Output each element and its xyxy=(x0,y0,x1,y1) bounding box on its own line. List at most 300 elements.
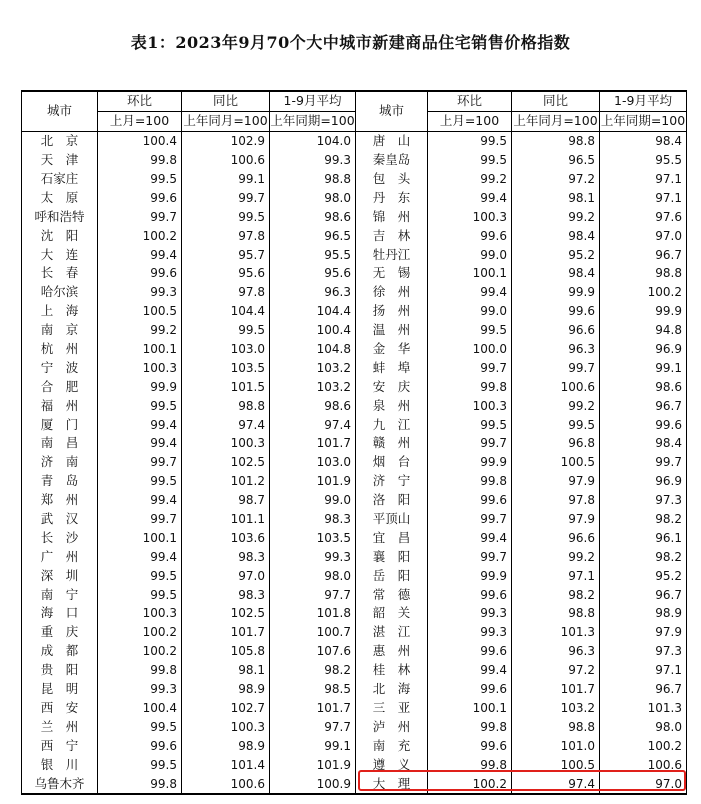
city-name-left: 武 汉 xyxy=(22,510,98,529)
city-name-left: 贵 阳 xyxy=(22,661,98,680)
mom-value-left: 99.5 xyxy=(98,472,182,491)
ytd-value-left: 103.2 xyxy=(270,358,356,377)
yoy-value-right: 96.6 xyxy=(512,321,600,340)
header-mom-base-left: 上月=100 xyxy=(98,111,182,131)
table-body xyxy=(22,131,687,794)
table-row xyxy=(22,510,687,529)
mom-value-left: 99.8 xyxy=(98,661,182,680)
table-row xyxy=(22,377,687,396)
header-yoy-base-left: 上年同月=100 xyxy=(182,111,270,131)
yoy-value-left: 98.8 xyxy=(182,396,270,415)
yoy-value-right: 101.7 xyxy=(512,680,600,699)
ytd-value-left: 103.2 xyxy=(270,377,356,396)
city-name-right: 大 理 xyxy=(356,774,428,794)
table-row xyxy=(22,699,687,718)
yoy-value-left: 102.5 xyxy=(182,604,270,623)
ytd-value-right: 97.6 xyxy=(600,207,687,226)
yoy-value-left: 101.4 xyxy=(182,755,270,774)
yoy-value-right: 96.6 xyxy=(512,528,600,547)
header-mom-base-right: 上月=100 xyxy=(428,111,512,131)
yoy-value-left: 101.5 xyxy=(182,377,270,396)
table-row xyxy=(22,547,687,566)
table-row xyxy=(22,717,687,736)
yoy-value-left: 98.1 xyxy=(182,661,270,680)
yoy-value-left: 98.3 xyxy=(182,547,270,566)
ytd-value-right: 97.1 xyxy=(600,170,687,189)
mom-value-right: 100.0 xyxy=(428,340,512,359)
city-name-right: 泉 州 xyxy=(356,396,428,415)
city-name-left: 合 肥 xyxy=(22,377,98,396)
yoy-value-right: 97.9 xyxy=(512,510,600,529)
mom-value-right: 99.9 xyxy=(428,566,512,585)
yoy-value-left: 99.5 xyxy=(182,207,270,226)
table-row xyxy=(22,736,687,755)
table-row xyxy=(22,472,687,491)
mom-value-right: 99.6 xyxy=(428,642,512,661)
yoy-value-right: 99.2 xyxy=(512,207,600,226)
table-row xyxy=(22,680,687,699)
ytd-value-right: 100.6 xyxy=(600,755,687,774)
ytd-value-right: 98.6 xyxy=(600,377,687,396)
table-row xyxy=(22,396,687,415)
table-row xyxy=(22,302,687,321)
ytd-value-right: 97.0 xyxy=(600,774,687,794)
header-ytd-base-right: 上年同期=100 xyxy=(600,111,687,131)
yoy-value-left: 103.6 xyxy=(182,528,270,547)
yoy-value-right: 100.5 xyxy=(512,453,600,472)
yoy-value-right: 98.8 xyxy=(512,604,600,623)
header-yoy-left: 同比 xyxy=(182,91,270,111)
mom-value-left: 99.7 xyxy=(98,453,182,472)
yoy-value-right: 96.3 xyxy=(512,642,600,661)
header-city-right: 城市 xyxy=(356,91,428,131)
city-name-right: 安 庆 xyxy=(356,377,428,396)
yoy-value-left: 99.1 xyxy=(182,170,270,189)
yoy-value-left: 95.7 xyxy=(182,245,270,264)
ytd-value-right: 95.2 xyxy=(600,566,687,585)
yoy-value-right: 97.9 xyxy=(512,472,600,491)
mom-value-left: 100.1 xyxy=(98,528,182,547)
mom-value-right: 99.5 xyxy=(428,151,512,170)
table-title: 表1：2023年9月70个大中城市新建商品住宅销售价格指数 xyxy=(130,33,571,52)
mom-value-right: 99.7 xyxy=(428,510,512,529)
city-name-right: 南 充 xyxy=(356,736,428,755)
mom-value-right: 99.6 xyxy=(428,736,512,755)
ytd-value-left: 103.0 xyxy=(270,453,356,472)
mom-value-left: 99.5 xyxy=(98,170,182,189)
city-name-right: 蚌 埠 xyxy=(356,358,428,377)
ytd-value-right: 99.9 xyxy=(600,302,687,321)
city-name-right: 温 州 xyxy=(356,321,428,340)
mom-value-right: 99.7 xyxy=(428,434,512,453)
ytd-value-left: 101.9 xyxy=(270,472,356,491)
city-name-left: 北 京 xyxy=(22,131,98,150)
yoy-value-right: 103.2 xyxy=(512,699,600,718)
table-row xyxy=(22,585,687,604)
yoy-value-right: 97.8 xyxy=(512,491,600,510)
city-name-right: 济 宁 xyxy=(356,472,428,491)
mom-value-right: 99.6 xyxy=(428,226,512,245)
mom-value-right: 100.3 xyxy=(428,207,512,226)
city-name-left: 长 春 xyxy=(22,264,98,283)
yoy-value-left: 101.1 xyxy=(182,510,270,529)
mom-value-left: 99.2 xyxy=(98,321,182,340)
ytd-value-left: 99.1 xyxy=(270,736,356,755)
mom-value-right: 99.4 xyxy=(428,188,512,207)
city-name-left: 南 京 xyxy=(22,321,98,340)
ytd-value-left: 98.0 xyxy=(270,188,356,207)
ytd-value-left: 97.7 xyxy=(270,717,356,736)
mom-value-left: 100.3 xyxy=(98,358,182,377)
city-name-left: 西 宁 xyxy=(22,736,98,755)
ytd-value-left: 99.3 xyxy=(270,151,356,170)
mom-value-left: 100.2 xyxy=(98,623,182,642)
yoy-value-left: 100.6 xyxy=(182,774,270,794)
city-name-left: 南 昌 xyxy=(22,434,98,453)
ytd-value-right: 96.7 xyxy=(600,245,687,264)
ytd-value-left: 104.0 xyxy=(270,131,356,150)
header-ytd-left: 1-9月平均 xyxy=(270,91,356,111)
ytd-value-left: 95.5 xyxy=(270,245,356,264)
table-row xyxy=(22,566,687,585)
mom-value-right: 99.7 xyxy=(428,547,512,566)
mom-value-right: 99.5 xyxy=(428,321,512,340)
ytd-value-right: 97.1 xyxy=(600,188,687,207)
ytd-value-left: 107.6 xyxy=(270,642,356,661)
table-row xyxy=(22,151,687,170)
table-row xyxy=(22,226,687,245)
city-name-right: 韶 关 xyxy=(356,604,428,623)
table-row xyxy=(22,170,687,189)
city-name-right: 烟 台 xyxy=(356,453,428,472)
city-name-right: 九 江 xyxy=(356,415,428,434)
header-yoy-base-right: 上年同月=100 xyxy=(512,111,600,131)
ytd-value-left: 96.5 xyxy=(270,226,356,245)
city-name-left: 太 原 xyxy=(22,188,98,207)
mom-value-left: 100.2 xyxy=(98,642,182,661)
ytd-value-left: 98.6 xyxy=(270,396,356,415)
mom-value-right: 99.2 xyxy=(428,170,512,189)
city-name-right: 洛 阳 xyxy=(356,491,428,510)
mom-value-left: 99.3 xyxy=(98,283,182,302)
mom-value-left: 99.5 xyxy=(98,717,182,736)
yoy-value-right: 98.4 xyxy=(512,226,600,245)
table-row xyxy=(22,188,687,207)
city-name-right: 扬 州 xyxy=(356,302,428,321)
ytd-value-left: 100.9 xyxy=(270,774,356,794)
mom-value-left: 99.6 xyxy=(98,736,182,755)
table-row xyxy=(22,340,687,359)
mom-value-left: 99.6 xyxy=(98,264,182,283)
yoy-value-right: 97.4 xyxy=(512,774,600,794)
header-city-left: 城市 xyxy=(22,91,98,131)
yoy-value-left: 102.7 xyxy=(182,699,270,718)
ytd-value-right: 98.8 xyxy=(600,264,687,283)
yoy-value-right: 99.2 xyxy=(512,396,600,415)
yoy-value-right: 98.1 xyxy=(512,188,600,207)
city-name-left: 郑 州 xyxy=(22,491,98,510)
ytd-value-right: 94.8 xyxy=(600,321,687,340)
ytd-value-right: 101.3 xyxy=(600,699,687,718)
header-yoy-right: 同比 xyxy=(512,91,600,111)
yoy-value-right: 95.2 xyxy=(512,245,600,264)
mom-value-right: 100.1 xyxy=(428,264,512,283)
ytd-value-right: 99.6 xyxy=(600,415,687,434)
ytd-value-right: 97.3 xyxy=(600,642,687,661)
yoy-value-right: 97.1 xyxy=(512,566,600,585)
mom-value-right: 100.2 xyxy=(428,774,512,794)
yoy-value-right: 98.8 xyxy=(512,717,600,736)
table-row xyxy=(22,661,687,680)
mom-value-right: 99.8 xyxy=(428,755,512,774)
city-name-right: 平顶山 xyxy=(356,510,428,529)
table-row xyxy=(22,207,687,226)
mom-value-left: 100.4 xyxy=(98,699,182,718)
table-row xyxy=(22,434,687,453)
city-name-right: 宜 昌 xyxy=(356,528,428,547)
price-index-table xyxy=(21,90,687,795)
header-ytd-right: 1-9月平均 xyxy=(600,91,687,111)
yoy-value-right: 99.9 xyxy=(512,283,600,302)
ytd-value-left: 101.7 xyxy=(270,699,356,718)
city-name-left: 成 都 xyxy=(22,642,98,661)
mom-value-right: 99.5 xyxy=(428,415,512,434)
ytd-value-left: 101.9 xyxy=(270,755,356,774)
mom-value-right: 99.4 xyxy=(428,661,512,680)
city-name-left: 深 圳 xyxy=(22,566,98,585)
city-name-left: 长 沙 xyxy=(22,528,98,547)
mom-value-left: 99.8 xyxy=(98,774,182,794)
ytd-value-left: 104.8 xyxy=(270,340,356,359)
city-name-left: 天 津 xyxy=(22,151,98,170)
yoy-value-left: 99.5 xyxy=(182,321,270,340)
table-row xyxy=(22,283,687,302)
ytd-value-left: 100.4 xyxy=(270,321,356,340)
city-name-left: 兰 州 xyxy=(22,717,98,736)
ytd-value-right: 98.2 xyxy=(600,547,687,566)
yoy-value-left: 100.3 xyxy=(182,434,270,453)
ytd-value-right: 98.4 xyxy=(600,434,687,453)
ytd-value-left: 98.5 xyxy=(270,680,356,699)
table-row xyxy=(22,245,687,264)
city-name-right: 北 海 xyxy=(356,680,428,699)
mom-value-left: 99.4 xyxy=(98,491,182,510)
yoy-value-right: 99.6 xyxy=(512,302,600,321)
city-name-left: 昆 明 xyxy=(22,680,98,699)
mom-value-right: 99.3 xyxy=(428,623,512,642)
city-name-right: 唐 山 xyxy=(356,131,428,150)
mom-value-left: 100.5 xyxy=(98,302,182,321)
yoy-value-left: 98.3 xyxy=(182,585,270,604)
yoy-value-right: 99.7 xyxy=(512,358,600,377)
ytd-value-right: 96.7 xyxy=(600,680,687,699)
yoy-value-right: 98.8 xyxy=(512,131,600,150)
city-name-right: 三 亚 xyxy=(356,699,428,718)
mom-value-right: 99.4 xyxy=(428,283,512,302)
city-name-right: 岳 阳 xyxy=(356,566,428,585)
city-name-left: 福 州 xyxy=(22,396,98,415)
ytd-value-left: 97.7 xyxy=(270,585,356,604)
ytd-value-left: 98.3 xyxy=(270,510,356,529)
city-name-left: 呼和浩特 xyxy=(22,207,98,226)
city-name-right: 湛 江 xyxy=(356,623,428,642)
table-row xyxy=(22,604,687,623)
yoy-value-left: 103.5 xyxy=(182,358,270,377)
yoy-value-right: 100.6 xyxy=(512,377,600,396)
city-name-left: 广 州 xyxy=(22,547,98,566)
ytd-value-left: 96.3 xyxy=(270,283,356,302)
header-ytd-base-left: 上年同期=100 xyxy=(270,111,356,131)
mom-value-right: 99.6 xyxy=(428,680,512,699)
ytd-value-right: 98.2 xyxy=(600,510,687,529)
yoy-value-right: 100.5 xyxy=(512,755,600,774)
city-name-left: 南 宁 xyxy=(22,585,98,604)
city-name-left: 济 南 xyxy=(22,453,98,472)
table-row xyxy=(22,491,687,510)
ytd-value-left: 99.0 xyxy=(270,491,356,510)
mom-value-right: 99.8 xyxy=(428,377,512,396)
yoy-value-right: 98.2 xyxy=(512,585,600,604)
yoy-value-right: 96.8 xyxy=(512,434,600,453)
mom-value-left: 100.2 xyxy=(98,226,182,245)
yoy-value-left: 98.7 xyxy=(182,491,270,510)
mom-value-right: 99.8 xyxy=(428,472,512,491)
city-name-right: 惠 州 xyxy=(356,642,428,661)
ytd-value-left: 98.0 xyxy=(270,566,356,585)
city-name-left: 西 安 xyxy=(22,699,98,718)
ytd-value-right: 96.9 xyxy=(600,340,687,359)
yoy-value-left: 99.7 xyxy=(182,188,270,207)
ytd-value-right: 98.0 xyxy=(600,717,687,736)
city-name-right: 吉 林 xyxy=(356,226,428,245)
table-row xyxy=(22,755,687,774)
city-name-right: 泸 州 xyxy=(356,717,428,736)
table-row xyxy=(22,358,687,377)
yoy-value-left: 100.3 xyxy=(182,717,270,736)
ytd-value-right: 96.7 xyxy=(600,396,687,415)
table-row xyxy=(22,528,687,547)
yoy-value-right: 101.3 xyxy=(512,623,600,642)
table-row xyxy=(22,623,687,642)
mom-value-left: 99.5 xyxy=(98,755,182,774)
city-name-left: 上 海 xyxy=(22,302,98,321)
ytd-value-left: 98.2 xyxy=(270,661,356,680)
ytd-value-right: 95.5 xyxy=(600,151,687,170)
yoy-value-left: 102.9 xyxy=(182,131,270,150)
mom-value-right: 99.7 xyxy=(428,358,512,377)
city-name-right: 秦皇岛 xyxy=(356,151,428,170)
city-name-left: 重 庆 xyxy=(22,623,98,642)
table-row xyxy=(22,453,687,472)
yoy-value-left: 103.0 xyxy=(182,340,270,359)
city-name-right: 牡丹江 xyxy=(356,245,428,264)
ytd-value-left: 104.4 xyxy=(270,302,356,321)
table-row xyxy=(22,131,687,150)
city-name-right: 桂 林 xyxy=(356,661,428,680)
city-name-right: 常 德 xyxy=(356,585,428,604)
ytd-value-left: 100.7 xyxy=(270,623,356,642)
table-row xyxy=(22,415,687,434)
yoy-value-right: 96.5 xyxy=(512,151,600,170)
ytd-value-right: 99.7 xyxy=(600,453,687,472)
city-name-right: 襄 阳 xyxy=(356,547,428,566)
city-name-right: 遵 义 xyxy=(356,755,428,774)
city-name-right: 包 头 xyxy=(356,170,428,189)
ytd-value-right: 99.1 xyxy=(600,358,687,377)
ytd-value-right: 96.7 xyxy=(600,585,687,604)
yoy-value-right: 97.2 xyxy=(512,661,600,680)
city-name-left: 杭 州 xyxy=(22,340,98,359)
yoy-value-right: 99.2 xyxy=(512,547,600,566)
mom-value-right: 99.6 xyxy=(428,585,512,604)
city-name-left: 银 川 xyxy=(22,755,98,774)
yoy-value-left: 105.8 xyxy=(182,642,270,661)
yoy-value-left: 98.9 xyxy=(182,736,270,755)
ytd-value-right: 98.9 xyxy=(600,604,687,623)
yoy-value-left: 97.8 xyxy=(182,283,270,302)
ytd-value-right: 97.0 xyxy=(600,226,687,245)
ytd-value-left: 103.5 xyxy=(270,528,356,547)
yoy-value-left: 97.4 xyxy=(182,415,270,434)
table-row xyxy=(22,642,687,661)
table-row xyxy=(22,321,687,340)
city-name-left: 乌鲁木齐 xyxy=(22,774,98,794)
ytd-value-right: 96.9 xyxy=(600,472,687,491)
mom-value-right: 99.9 xyxy=(428,453,512,472)
ytd-value-right: 98.4 xyxy=(600,131,687,150)
city-name-right: 金 华 xyxy=(356,340,428,359)
yoy-value-left: 97.8 xyxy=(182,226,270,245)
city-name-left: 沈 阳 xyxy=(22,226,98,245)
city-name-left: 大 连 xyxy=(22,245,98,264)
ytd-value-left: 95.6 xyxy=(270,264,356,283)
yoy-value-left: 95.6 xyxy=(182,264,270,283)
ytd-value-right: 97.1 xyxy=(600,661,687,680)
yoy-value-right: 101.0 xyxy=(512,736,600,755)
yoy-value-right: 96.3 xyxy=(512,340,600,359)
yoy-value-left: 98.9 xyxy=(182,680,270,699)
table-row xyxy=(22,774,687,794)
table-row xyxy=(22,264,687,283)
ytd-value-right: 97.9 xyxy=(600,623,687,642)
ytd-value-left: 98.8 xyxy=(270,170,356,189)
mom-value-left: 99.4 xyxy=(98,415,182,434)
mom-value-right: 99.0 xyxy=(428,302,512,321)
ytd-value-right: 97.3 xyxy=(600,491,687,510)
city-name-left: 海 口 xyxy=(22,604,98,623)
ytd-value-right: 100.2 xyxy=(600,283,687,302)
mom-value-left: 99.3 xyxy=(98,680,182,699)
yoy-value-right: 97.2 xyxy=(512,170,600,189)
mom-value-left: 99.6 xyxy=(98,188,182,207)
ytd-value-left: 101.8 xyxy=(270,604,356,623)
city-name-left: 哈尔滨 xyxy=(22,283,98,302)
mom-value-left: 100.3 xyxy=(98,604,182,623)
mom-value-right: 99.6 xyxy=(428,491,512,510)
mom-value-left: 99.4 xyxy=(98,245,182,264)
mom-value-left: 99.4 xyxy=(98,547,182,566)
city-name-right: 无 锡 xyxy=(356,264,428,283)
mom-value-left: 100.4 xyxy=(98,131,182,150)
yoy-value-right: 99.5 xyxy=(512,415,600,434)
yoy-value-left: 101.7 xyxy=(182,623,270,642)
city-name-left: 青 岛 xyxy=(22,472,98,491)
ytd-value-right: 100.2 xyxy=(600,736,687,755)
mom-value-left: 99.4 xyxy=(98,434,182,453)
header-mom-left: 环比 xyxy=(98,91,182,111)
mom-value-left: 99.9 xyxy=(98,377,182,396)
header-mom-right: 环比 xyxy=(428,91,512,111)
